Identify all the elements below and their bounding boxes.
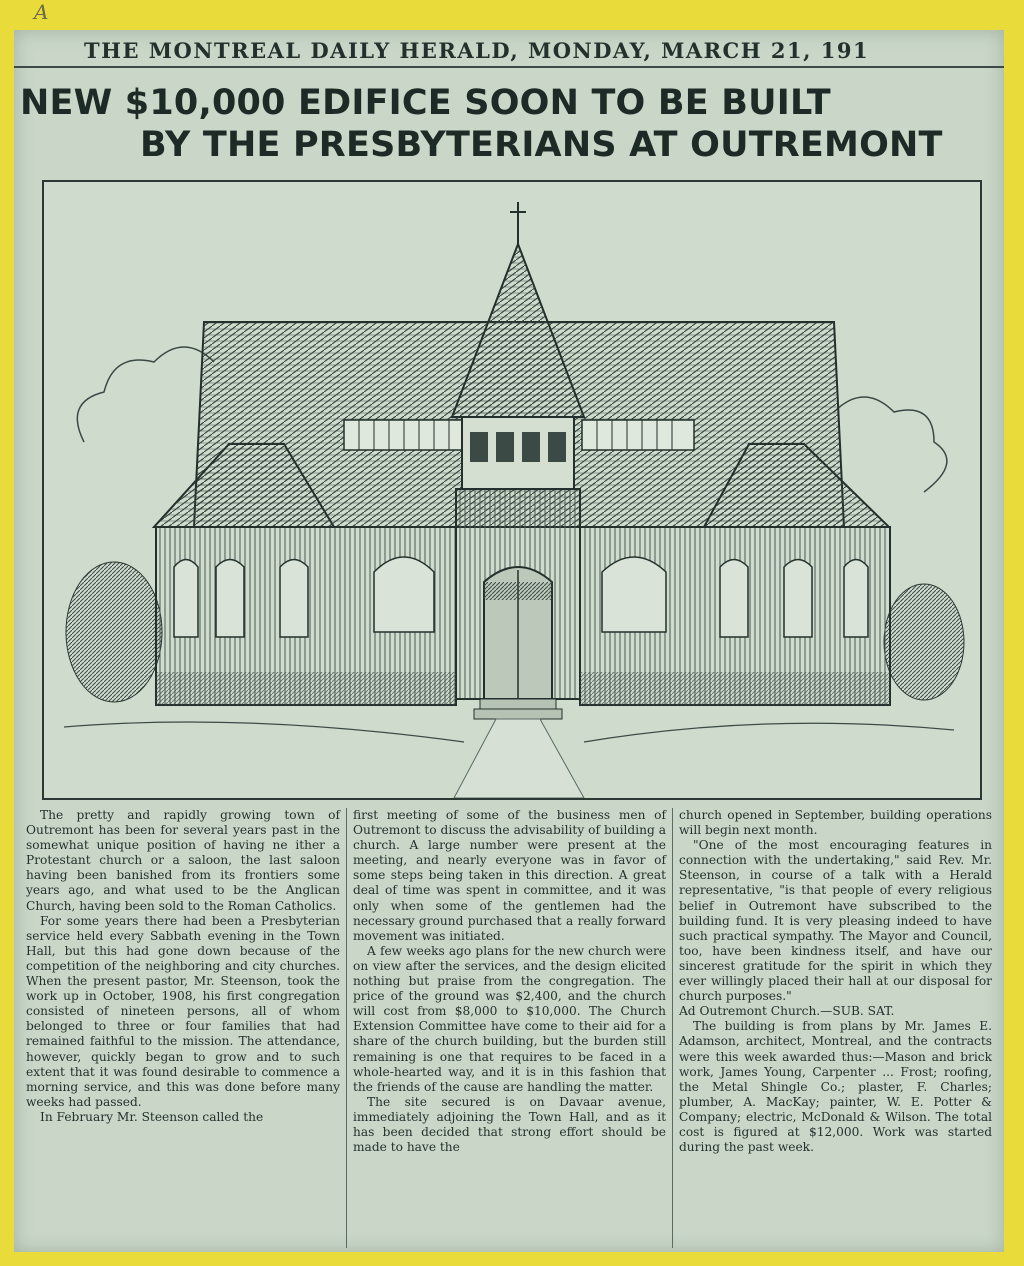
article-paragraph: In February Mr. Steenson called the	[40, 1109, 264, 1124]
handwritten-mark: A	[34, 0, 49, 24]
article-column-1	[20, 808, 346, 1248]
headline-line-1: NEW $10,000 EDIFICE SOON TO BE BUILT	[20, 83, 831, 123]
headline	[20, 82, 1000, 166]
article-columns	[20, 808, 1000, 1248]
church-illustration	[42, 180, 982, 800]
article-paragraph: first meeting of some of the business men of Outremont to discuss the advisability of building a church. A large number were present at the meeting, and nearly everyone was in favor of some steps being taken in this direction. A great deal of time was spent in committee, and it was only when some of the gentlemen had the necessary ground purchased that a really forward movement was initiated.	[353, 808, 666, 943]
headline-line-2: BY THE PRESBYTERIANS AT OUTREMONT	[140, 125, 943, 165]
article-paragraph: "One of the most encouraging features in connection with the undertaking," said Rev. Mr. Steenson, in course of a talk with a Herald representative, "is that people of every religious belief in Outremont have subscribed to the building fund. It is very pleasing indeed to have such practical sympathy. The Mayor and Council, too, have been kindness itself, and have our sincerest gratitude for the spirit in which they ever willingly placed their hall at our disposal for church purposes."	[679, 838, 992, 1004]
article-paragraph: A few weeks ago plans for the new church were on view after the services, and the design elicited nothing but praise from the congregation. The price of the ground was $2,400, and the church will cost from $8,000 to $10,000. The Church Extension Committee have come to their aid for a share of the church building, but the burden still remaining is one that requires to be faced in a whole-hearted way, and it is in this fashion that the friends of the cause are handling the matter.	[353, 943, 666, 1094]
article-paragraph: The pretty and rapidly growing town of Outremont has been for several years past in the somewhat unique position of having ne ither a Protestant church or a saloon, the last saloon having been banished from its frontiers some years ago, and what used to be the Anglican Church, having been sold to the Roman Catholics.	[26, 808, 340, 913]
newspaper-clipping	[14, 30, 1004, 1252]
article-column-3	[672, 808, 998, 1248]
article-signoff: Ad Outremont Church.—SUB. SAT.	[679, 1004, 895, 1019]
article-paragraph: For some years there had been a Presbyterian service held every Sabbath evening in the Town Hall, but this had gone down because of the competition of the neighboring and city churches. When the present pastor, Mr. Steenson, took the work up in October, 1908, his first congregation consisted of nineteen persons, all of whom belonged to three or four families that had remained faithful to the mission. The attendance, however, quickly began to grow and to such extent that it was found desirable to commence a morning service, and this was done before many weeks had passed.	[26, 913, 340, 1109]
masthead: THE MONTREAL DAILY HERALD, MONDAY, MARCH 21, 191	[14, 34, 1004, 68]
article-paragraph: church opened in September, building operations will begin next month.	[679, 808, 992, 838]
church-drawing	[44, 182, 980, 798]
article-paragraph: The building is from plans by Mr. James E. Adamson, architect, Montreal, and the contracts were this week awarded thus:—Mason and brick work, James Young, Carpenter ... Frost; roofing, the Metal Shingle Co.; plaster, F. Charles; plumber, A. MacKay; painter, W. E. Potter & Company; electric, McDonald & Wilson. The total cost is figured at $12,000. Work was started during the past week.	[679, 1019, 992, 1155]
article-paragraph: The site secured is on Davaar avenue, immediately adjoining the Town Hall, and as it has been decided that strong effort should be made to have the	[353, 1094, 666, 1155]
article-column-2	[346, 808, 672, 1248]
